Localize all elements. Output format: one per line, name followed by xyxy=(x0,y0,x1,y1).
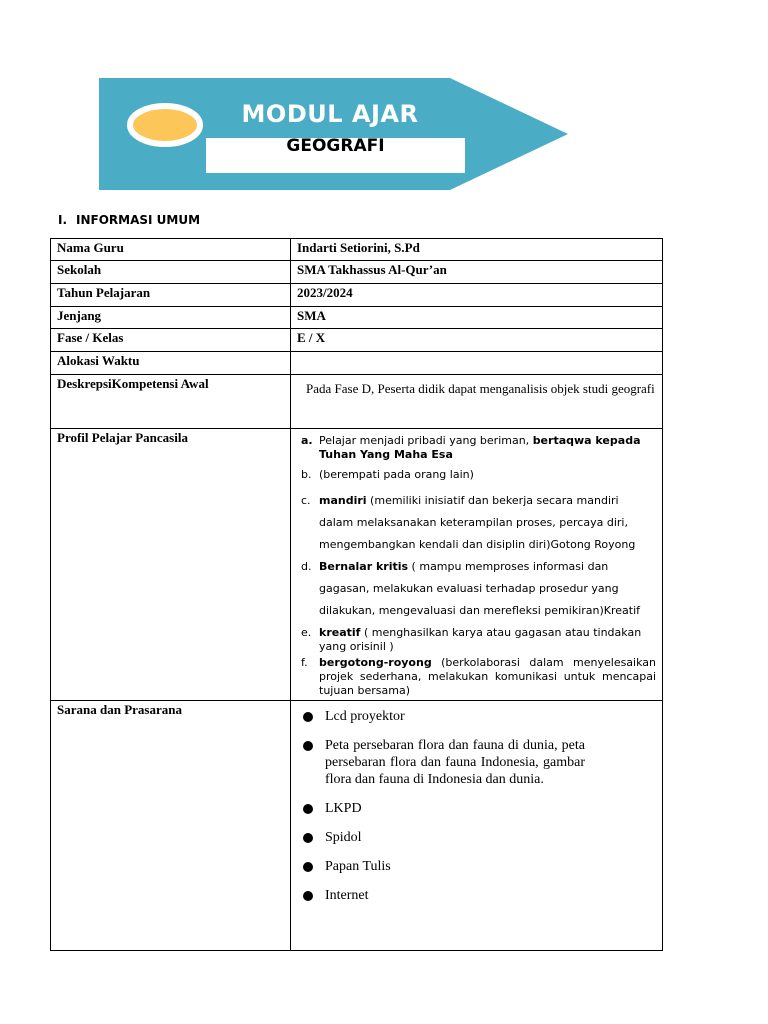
list-item xyxy=(297,468,656,482)
sarana-cell xyxy=(291,701,663,951)
list-item xyxy=(297,434,656,462)
table-row xyxy=(51,329,663,352)
row-value: SMA xyxy=(291,307,663,329)
table-row xyxy=(51,307,663,329)
list-item xyxy=(297,737,585,788)
row-label: Fase / Kelas xyxy=(51,329,291,352)
banner xyxy=(0,0,768,200)
row-label: Sekolah xyxy=(51,261,291,284)
banner-title: MODUL AJAR xyxy=(241,100,419,128)
item-text: Papan Tulis xyxy=(325,859,391,874)
item-text: Pelajar menjadi pribadi yang beriman, xyxy=(319,434,533,447)
list-item xyxy=(297,829,585,846)
row-value: Indarti Setiorini, S.Pd xyxy=(291,239,663,261)
item-bold: kreatif xyxy=(319,626,361,639)
item-bold: mandiri xyxy=(319,494,367,507)
list-marker: c. xyxy=(301,494,311,507)
sarana-list xyxy=(297,708,656,904)
banner-subtitle: GEOGRAFI xyxy=(286,136,385,156)
item-text: LKPD xyxy=(325,801,362,816)
row-label: Alokasi Waktu xyxy=(51,352,291,375)
bullet-icon xyxy=(303,891,313,901)
deskripsi-text: Pada Fase D, Peserta didik dapat menganalisis objek studi geografi xyxy=(306,381,655,396)
bullet-icon xyxy=(303,862,313,872)
table-row xyxy=(51,352,663,375)
row-value xyxy=(291,352,663,375)
deskripsi-cell xyxy=(291,375,663,429)
table-row xyxy=(51,429,663,701)
list-marker: d. xyxy=(301,560,312,573)
list-marker: b. xyxy=(301,468,312,481)
item-text: (memiliki inisiatif dan bekerja secara mandiri dalam melaksanakan keterampilan proses, percaya diri, mengembangkan kendali dan disiplin diri)Gotong Royong xyxy=(319,494,636,551)
row-value: SMA Takhassus Al-Qur’an xyxy=(291,261,663,284)
list-marker: a. xyxy=(301,434,313,447)
item-text: Spidol xyxy=(325,830,362,845)
bullet-icon xyxy=(303,833,313,843)
item-bold: Bernalar kritis xyxy=(319,560,409,573)
list-item xyxy=(297,708,585,725)
list-item xyxy=(297,800,585,817)
row-label: Jenjang xyxy=(51,307,291,329)
table-row xyxy=(51,701,663,951)
item-text: (berkolaborasi dalam menyelesaikan projek sederhana, melakukan komunikasi untuk mencapai tujuan bersama) xyxy=(319,656,656,697)
deskripsi-label: DeskrepsiKompetensi Awal xyxy=(51,375,291,429)
item-bold: bergotong-royong xyxy=(319,656,432,669)
item-text: (berempati pada orang lain) xyxy=(319,468,474,481)
bullet-icon xyxy=(303,741,313,751)
section-number: I. xyxy=(58,213,68,227)
bullet-icon xyxy=(303,804,313,814)
table-row xyxy=(51,284,663,307)
profil-label: Profil Pelajar Pancasila xyxy=(51,429,291,701)
table-row xyxy=(51,261,663,284)
list-item xyxy=(297,887,585,904)
item-text: ( mampu memproses informasi dan gagasan, melakukan evaluasi terhadap prosedur yang dilakukan, mengevaluasi dan merefleksi pemikiran)Kreatif xyxy=(319,560,641,617)
item-bold: bertaqwa kepada Tuhan Yang Maha Esa xyxy=(319,434,641,461)
table-row xyxy=(51,239,663,261)
row-label: Tahun Pelajaran xyxy=(51,284,291,307)
table-row xyxy=(51,375,663,429)
profil-cell xyxy=(291,429,663,701)
row-value: E / X xyxy=(291,329,663,352)
item-text: Internet xyxy=(325,888,369,903)
sarana-label: Sarana dan Prasarana xyxy=(51,701,291,951)
list-item xyxy=(297,656,656,698)
profil-list xyxy=(297,434,656,698)
list-item xyxy=(297,556,656,622)
row-value: 2023/2024 xyxy=(291,284,663,307)
list-marker: e. xyxy=(301,626,312,639)
section-title: INFORMASI UMUM xyxy=(76,213,201,227)
section-heading xyxy=(58,213,200,227)
item-text: Peta persebaran flora dan fauna di dunia, peta persebaran flora dan fauna Indonesia, gambar flora dan fauna di Indonesia dan dunia. xyxy=(325,738,585,787)
info-table xyxy=(50,238,663,951)
banner-oval xyxy=(130,106,200,144)
list-item xyxy=(297,858,585,875)
list-item xyxy=(297,626,656,654)
bullet-icon xyxy=(303,712,313,722)
item-text: Lcd proyektor xyxy=(325,709,405,724)
row-label: Nama Guru xyxy=(51,239,291,261)
list-marker: f. xyxy=(301,656,308,669)
list-item xyxy=(297,490,656,556)
item-text: ( menghasilkan karya atau gagasan atau tindakan yang orisinil ) xyxy=(319,626,642,653)
